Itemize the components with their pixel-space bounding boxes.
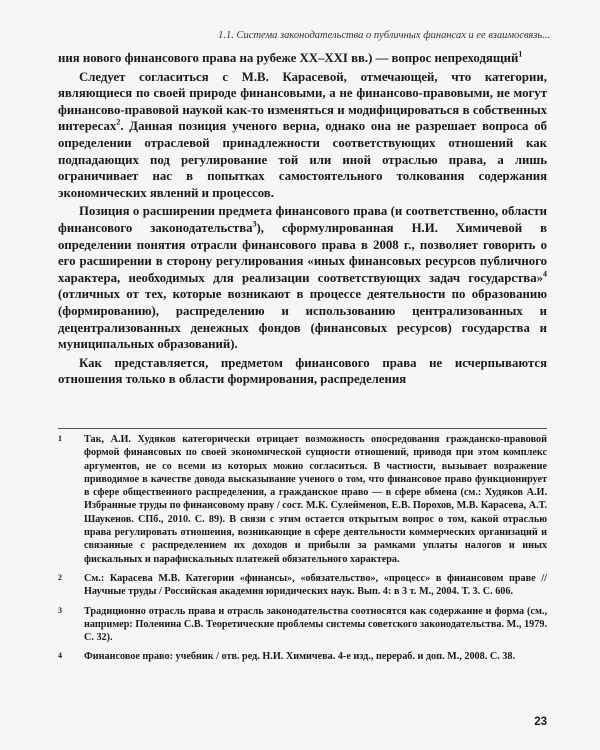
running-head: 1.1. Система законодательства о публичных финансах и ее взаимосвязь... bbox=[218, 30, 550, 41]
paragraph-2 bbox=[58, 69, 547, 202]
footnote-separator bbox=[58, 428, 547, 429]
paragraph-1-text: ния нового финансового права на рубеже XX–XXI вв.) — вопрос непреходящий bbox=[58, 51, 519, 65]
footnote-2 bbox=[58, 572, 547, 599]
footnote-number: 1 bbox=[58, 434, 62, 443]
page-number: 23 bbox=[534, 716, 547, 728]
footnote-4 bbox=[58, 650, 547, 663]
paragraph-4 bbox=[58, 355, 547, 388]
footnote-number: 2 bbox=[58, 572, 62, 582]
footnotes bbox=[58, 433, 547, 670]
paragraph-3-text-b: ), сформулированная Н.И. Химичевой в определении понятия отрасли финансового права в 2008 г., позволяет говорить о его расширении в сторону регулирования «иных финансовых ресурсов публичного характера, необходимых для реализации соответствующих задач государства» bbox=[58, 220, 548, 285]
footnote-text: Финансовое право: учебник / отв. ред. Н.И. Химичева. 4-е изд., перераб. и доп. М., 2008. С. 38. bbox=[84, 651, 516, 663]
footnote-text: Традиционно отрасль права и отрасль законодательства соотносятся как содержание и форма (см., например: Поленина С.В. Теоретические проблемы системы советского законодательства. М., 1979. С. 32). bbox=[84, 605, 547, 644]
footnote-ref-2: 2 bbox=[116, 118, 121, 128]
paragraph-3 bbox=[58, 203, 547, 352]
main-text bbox=[58, 50, 547, 388]
paragraph-1 bbox=[58, 50, 547, 67]
footnote-text: Так, А.И. Худяков категорически отрицает возможность опосредования гражданско-правовой формой финансовых по своей экономической сущности отношений, приводя при этом комплекс аргументов, не со всеми из которых можно согласиться. В частности, вызывает возражение приводимое в качестве довода высказывание ученого о том, что финансовое право функционирует в сфере общественного распределения, а гражданское право — в сфере обмена (см.: Худяков А.И. Избранные труды по финансовому праву / сост. М.К. Сулейменов, Е.В. Порохов, М.В. Карасева, А.Т. Шаукенов. СПб., 2010. С. 89). В связи с этим остается открытым вопрос о том, какой отраслью права регулировать отношения, возникающие в сфере деятельности коммерческих организаций и связанные с распределением их доходов и прибыли за рамками уплаты налогов и иных фискальных и парафискальных платежей обязательного характера. bbox=[84, 434, 547, 565]
footnote-ref-1: 1 bbox=[518, 49, 523, 59]
footnote-number: 3 bbox=[58, 605, 62, 615]
footnote-ref-3: 3 bbox=[252, 219, 257, 229]
footnote-text: См.: Карасева М.В. Категории «финансы», «обязательство», «процесс» в финансовом праве // Научные труды / Российская академия юридических наук. Вып. 4: в 3 т. М., 2004. Т. 3. С. 606. bbox=[84, 572, 547, 598]
paragraph-3-text-a: Позиция о расширении предмета финансового права (и соответственно, области финансового законодательства bbox=[58, 204, 547, 235]
paragraph-2-text-b: . Данная позиция ученого верна, однако она не разрешает вопроса об определении отраслевой принадлежности соответствующих отношений как подпадающих под регулирование той или иной отраслью права, а лишь ограничивает нас в попытках самостоятельного толкования содержания экономических явлений и процессов. bbox=[58, 119, 547, 200]
footnote-3 bbox=[58, 605, 547, 645]
footnote-number: 4 bbox=[58, 651, 62, 661]
paragraph-3-text-c: (отличных от тех, которые возникают в процессе деятельности по образованию (формированию), распределению и использованию централизованных и децентрализованных денежных фондов (финансовых ресурсов) государства и муниципальных образований). bbox=[58, 287, 547, 352]
footnote-ref-4: 4 bbox=[543, 269, 547, 279]
footnote-1 bbox=[58, 433, 547, 566]
paragraph-2-text-a: Следует согласиться с М.В. Карасевой, отмечающей, что категории, являющиеся по своей природе финансовыми, а не финансово-правовыми, не могут финансово-правовой наукой как-то изменяться и модифицироваться в собственных интересах bbox=[58, 69, 547, 134]
paragraph-4-text: Как представляется, предметом финансового права не исчерпываются отношения только в области формирования, распределения bbox=[58, 355, 547, 387]
